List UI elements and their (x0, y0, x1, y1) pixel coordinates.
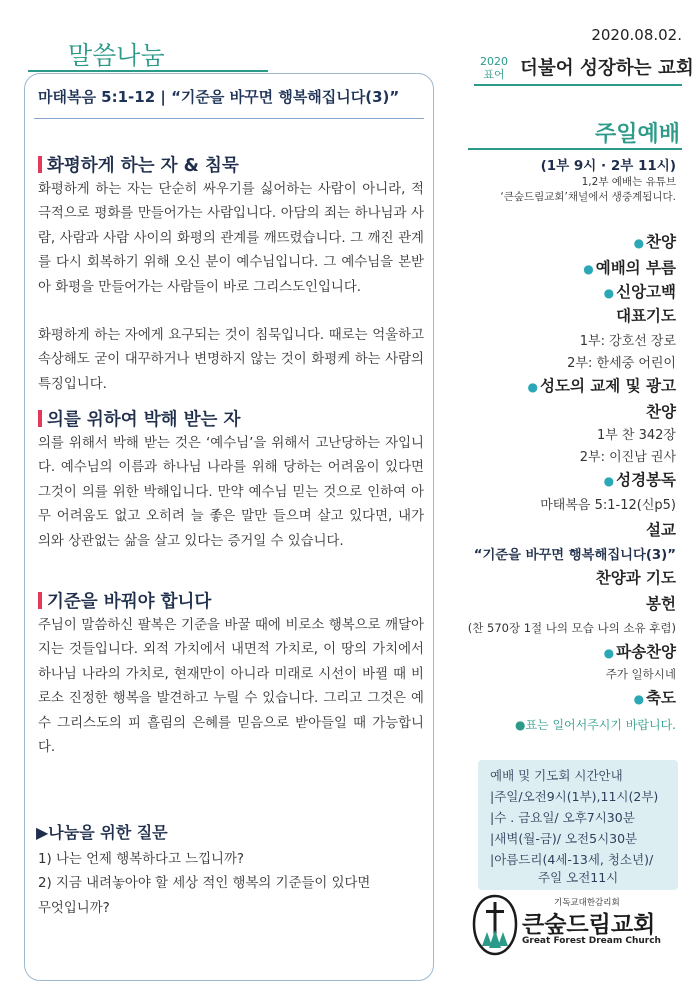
section-heading (38, 406, 240, 431)
denomination-name: 기독교대한감리회 (554, 898, 620, 908)
motto-label: 표어 (483, 68, 505, 81)
standing-note: ●표는 일어서주시기 바랍니다. (514, 718, 676, 732)
section-heading-text: 기준을 바꿔야 합니다 (47, 592, 212, 612)
schedule-line: |새벽(월-금)/ 오전5시30분 (490, 831, 638, 846)
order-item: ● 축도 (633, 689, 676, 707)
order-detail: 주가 일하시네 (605, 667, 676, 681)
standing-dot-icon: ● (633, 692, 645, 706)
list-item: 2) 지금 내려놓아야 할 세상 적인 행복의 기준들이 있다면 무엇입니까? (38, 876, 371, 916)
schedule-box (478, 760, 678, 890)
church-name: 큰숲드림교회 (522, 912, 656, 938)
order-detail: (찬 570장 1절 나의 모습 나의 소유 후렴) (467, 621, 676, 635)
order-item: ● 찬양 (633, 233, 676, 251)
bible-reference: 마태복음 5:1-12 | “기준을 바꾸면 행복해집니다(3)” (38, 88, 400, 106)
order-item: 설교 (646, 521, 676, 539)
order-item: 찬양 (646, 403, 676, 421)
order-detail: 마태복음 5:1-12(신p5) (540, 498, 676, 513)
order-item: 대표기도 (616, 307, 676, 325)
heading-bar-icon (38, 156, 42, 173)
section-body: 화평하게 하는 자는 단순히 싸우기를 싫어하는 사람이 아니라, 적극적으로 평화를 만들어가는 사람입니다. 아담의 죄는 하나님과 사람, 사람과 사람 사이의 화평의 관계를 깨뜨렸습니다. 그 깨진 관계를 다시 회복하기 위해 오신 분이 예수님입니다. 그 예수님을 본받아 화평을 만들어가는 사람들이 바로 그리스도인입니다. (38, 182, 424, 295)
church-logo (472, 890, 682, 970)
sermon-title: “기준을 바꾸면 행복해집니다(3)” (473, 548, 676, 563)
year-motto-label (480, 55, 508, 81)
service-title: 주일예배 (594, 122, 680, 147)
service-times: (1부 9시 · 2부 11시) (540, 158, 676, 174)
list-item: 1) 나는 언제 행복하다고 느낍니까? (38, 852, 245, 867)
order-detail: 2부: 이진남 권사 (579, 450, 676, 465)
section-heading-text: 화평하게 하는 자 & 침묵 (47, 156, 239, 176)
service-divider (468, 148, 682, 150)
order-item: ● 예배의 부름 (583, 259, 676, 277)
standing-dot-icon: ● (527, 380, 539, 394)
order-detail: 1부 찬 342장 (596, 428, 676, 443)
heading-bar-icon (38, 410, 42, 427)
questions-list (38, 848, 424, 921)
order-item: ● 성도의 교제 및 광고 (527, 377, 676, 395)
youtube-note: ‘큰숲드림교회’채널에서 생중계됩니다. (500, 191, 676, 203)
schedule-line: |아름드리(4세-13세, 청소년)/ (490, 852, 654, 867)
standing-dot-icon: ● (603, 646, 615, 660)
order-detail: 1부: 강호선 장로 (579, 334, 676, 349)
standing-dot-icon: ● (603, 474, 615, 488)
motto-underline (474, 84, 682, 86)
church-emblem-icon (472, 894, 518, 956)
schedule-line: 주일 오전11시 (538, 870, 619, 885)
year-label: 2020 (480, 55, 508, 68)
standing-dot-icon: ● (603, 286, 615, 300)
order-item: 찬양과 기도 (595, 569, 676, 587)
section-body: 의를 위해서 박해 받는 것은 ‘예수님’을 위해서 고난당하는 자입니다. 예수님의 이름과 하나님 나라를 위해 당하는 어려움이 있다면 그것이 의를 위한 박해입니다. 만약 예수님 믿는 것으로 인하여 아무 어려움도 없고 오히려 늘 좋은 말만 들으며 살고 있다면, 내가 의와 상관없는 삶을 살고 있다는 증거일 수 있습니다. (38, 436, 424, 549)
standing-dot-icon: ● (583, 262, 594, 276)
page-title: 말씀나눔 (68, 41, 165, 70)
youtube-note: 1,2부 예배는 유튜브 (581, 176, 676, 188)
heading-bar-icon (38, 592, 42, 609)
schedule-line: |수 . 금요일/ 오후7시30분 (490, 810, 635, 825)
section-body: 주님이 말씀하신 팔복은 기준을 바꿀 때에 비로소 행복으로 깨달아지는 것들입니다. 외적 가치에서 내면적 가치로, 이 땅의 가치에서 하나님 나라의 가치로, 현재만이 아니라 미래로 시선이 바뀔 때 비로소 진정한 행복을 발견하고 누릴 수 있습니다. 그리고 그것은 예수 그리스도의 피 흘림의 은혜를 믿음으로 받아들일 때 가능합니다. (38, 618, 424, 756)
section-heading (38, 588, 211, 613)
church-english-name: Great Forest Dream Church (522, 936, 661, 946)
order-item: ● 파송찬양 (603, 643, 676, 661)
title-underline (28, 70, 268, 72)
questions-heading: ▶나눔을 위한 질문 (36, 823, 168, 842)
reference-divider (34, 118, 424, 119)
order-item: 봉헌 (646, 595, 676, 613)
standing-dot-icon: ● (633, 236, 645, 250)
section-heading-text: 의를 위하여 박해 받는 자 (47, 410, 241, 430)
church-motto: 더불어 성장하는 교회 (520, 58, 694, 79)
section-body: 화평하게 하는 자에게 요구되는 것이 침묵입니다. 때로는 억울하고 속상해도 굳이 대꾸하거나 변명하지 않는 것이 화평케 하는 사람의 특징입니다. (38, 328, 424, 392)
section-heading (38, 152, 239, 177)
order-item: ● 신앙고백 (603, 283, 676, 301)
order-detail: 2부: 한세중 어린이 (567, 356, 676, 371)
bulletin-date: 2020.08.02. (591, 26, 682, 44)
schedule-title: 예배 및 기도회 시간안내 (490, 768, 623, 783)
schedule-line: |주일/오전9시(1부),11시(2부) (490, 789, 659, 804)
order-item: ● 성경봉독 (603, 471, 676, 489)
